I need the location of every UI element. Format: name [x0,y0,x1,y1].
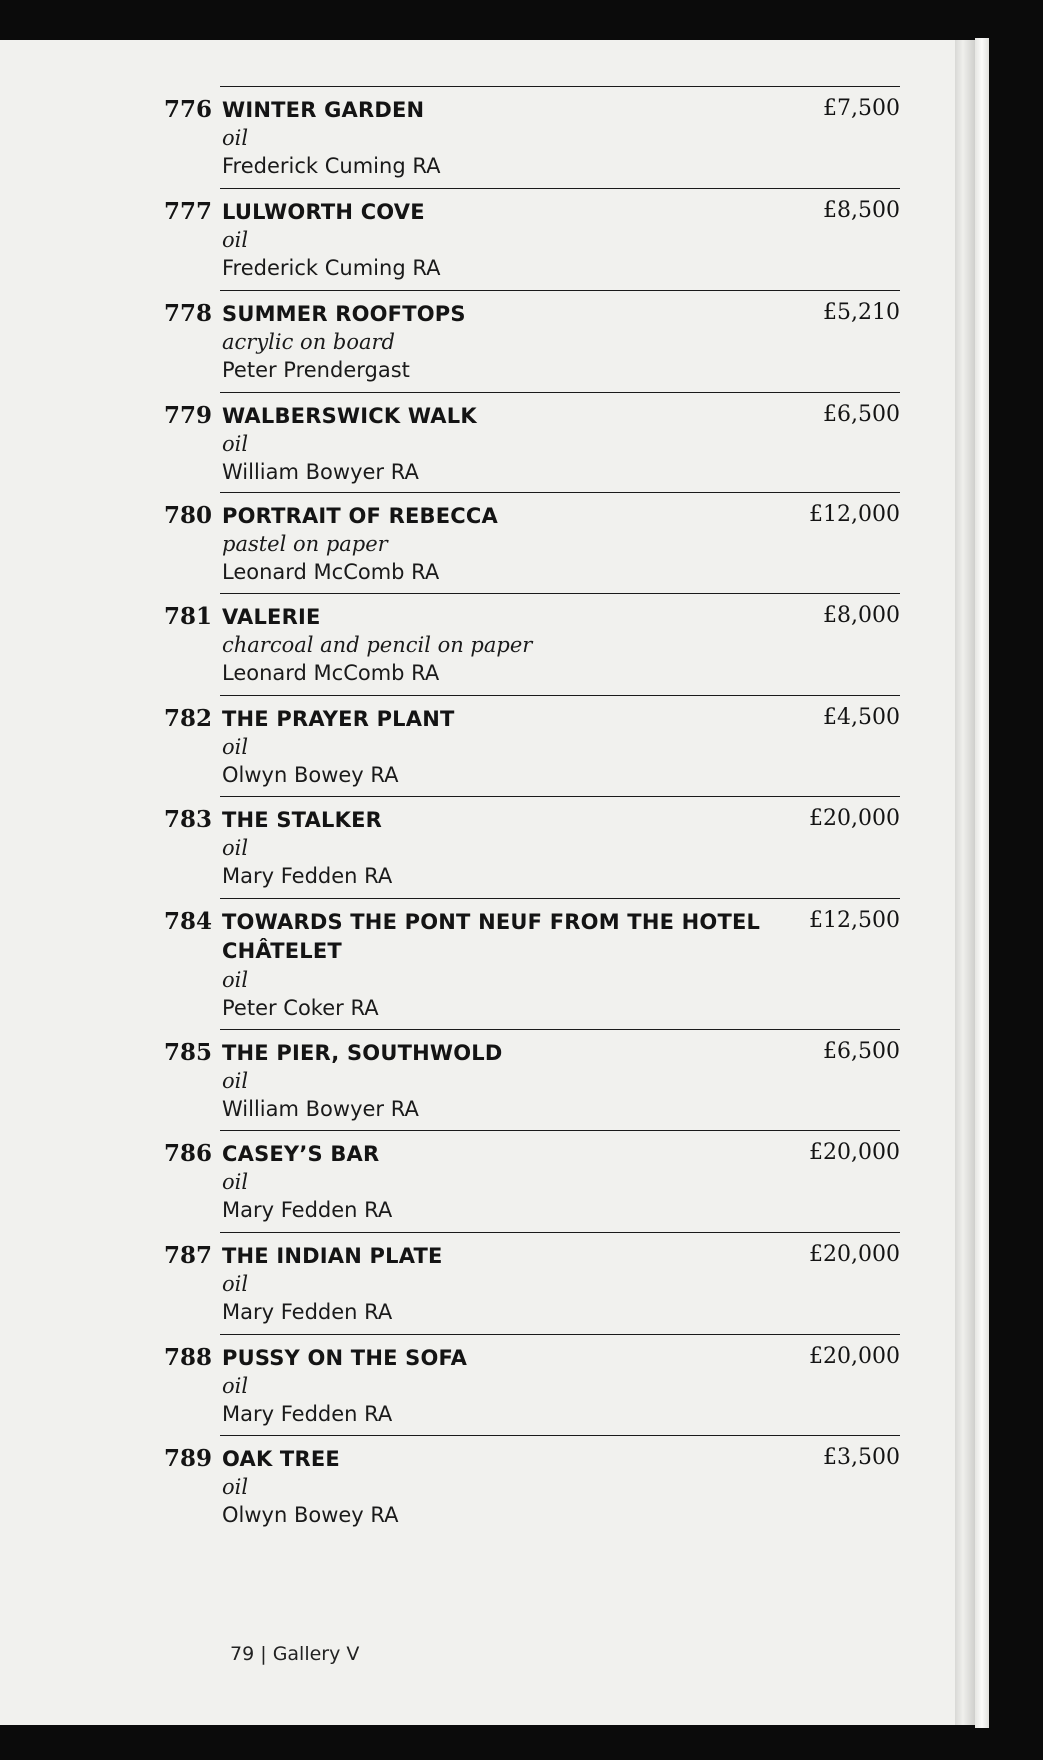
entry-medium: oil [222,968,249,992]
entry-price: £6,500 [823,402,900,427]
entry-artist: Olwyn Bowey RA [222,1503,399,1527]
entry-price: £8,500 [823,198,900,223]
entry-artist: Mary Fedden RA [222,1300,393,1324]
entry-number: 786 [164,1140,213,1167]
entry-rule [220,1029,900,1030]
entry-artist: Mary Fedden RA [222,1402,393,1426]
entry-price: £12,500 [809,908,900,933]
catalogue-entry [160,1334,900,1436]
page-footer [230,1643,359,1665]
entry-number: 779 [164,402,213,429]
entry-price: £20,000 [809,1140,900,1165]
entry-artist: William Bowyer RA [222,1097,419,1121]
entry-number: 783 [164,806,213,833]
catalogue-entry [160,593,900,695]
entry-artist: Frederick Cuming RA [222,256,441,280]
catalogue-entry [160,1435,900,1537]
entry-title: WALBERSWICK WALK [222,404,477,428]
entry-medium: oil [222,1374,249,1398]
entry-medium: oil [222,836,249,860]
entry-medium: oil [222,1170,249,1194]
catalogue-entry [160,492,900,594]
entry-rule [220,392,900,393]
gallery-name: Gallery V [272,1643,360,1665]
catalogue-entry [160,898,900,1028]
entry-medium: acrylic on board [222,330,395,354]
entry-number: 778 [164,300,213,327]
entry-title: THE STALKER [222,808,382,832]
entry-rule [220,1130,900,1131]
entry-price: £5,210 [823,300,900,325]
entry-rule [220,593,900,594]
entry-medium: oil [222,1475,249,1499]
entry-title: PORTRAIT OF REBECCA [222,504,498,528]
entry-title: TOWARDS THE PONT NEUF FROM THE HOTEL CHÂTELET [222,910,761,963]
entry-rule [220,695,900,696]
catalogue-entry [160,695,900,797]
entry-number: 789 [164,1445,213,1472]
entry-number: 784 [164,908,213,935]
entry-price: £4,500 [823,705,900,730]
entry-artist: William Bowyer RA [222,460,419,484]
entry-number: 776 [164,96,213,123]
page-edge-outer [975,38,989,1728]
entry-medium: oil [222,432,249,456]
entry-artist: Leonard McComb RA [222,560,440,584]
catalogue-entry [160,188,900,290]
entry-title: OAK TREE [222,1447,340,1471]
entry-number: 782 [164,705,213,732]
catalogue-entry [160,1130,900,1232]
entry-title: WINTER GARDEN [222,98,425,122]
entry-price: £20,000 [809,1242,900,1267]
entry-medium: oil [222,126,249,150]
entry-artist: Peter Prendergast [222,358,410,382]
entry-number: 787 [164,1242,213,1269]
catalogue-entry [160,290,900,392]
entry-number: 780 [164,502,213,529]
entry-rule [220,1232,900,1233]
entry-medium: charcoal and pencil on paper [222,633,533,657]
entry-artist: Leonard McComb RA [222,661,440,685]
entry-number: 777 [164,198,213,225]
entry-rule [220,188,900,189]
entry-title: VALERIE [222,605,321,629]
page-edge [955,40,975,1725]
entry-title: THE INDIAN PLATE [222,1244,443,1268]
entry-title: LULWORTH COVE [222,200,425,224]
entry-number: 781 [164,603,213,630]
entry-medium: pastel on paper [222,532,388,556]
entry-price: £20,000 [809,1344,900,1369]
entry-title: THE PRAYER PLANT [222,707,455,731]
entry-medium: oil [222,735,249,759]
catalogue-entry [160,86,900,188]
entry-price: £3,500 [823,1445,900,1470]
entry-rule [220,290,900,291]
entry-rule [220,796,900,797]
entry-title: THE PIER, SOUTHWOLD [222,1041,503,1065]
entry-artist: Frederick Cuming RA [222,154,441,178]
entry-rule [220,492,900,493]
entry-rule [220,1334,900,1335]
entry-title: CASEY’S BAR [222,1142,380,1166]
entry-rule [220,1435,900,1436]
page-number: 79 [230,1643,255,1665]
catalogue-entry [160,796,900,898]
entry-rule [220,86,900,87]
entry-number: 788 [164,1344,213,1371]
entry-rule [220,898,900,899]
catalogue-entry [160,1232,900,1334]
entry-number: 785 [164,1039,213,1066]
entry-medium: oil [222,228,249,252]
entry-price: £6,500 [823,1039,900,1064]
entry-price: £8,000 [823,603,900,628]
entry-medium: oil [222,1069,249,1093]
catalogue-entry [160,1029,900,1131]
entry-medium: oil [222,1272,249,1296]
entry-price: £7,500 [823,96,900,121]
entry-artist: Mary Fedden RA [222,864,393,888]
catalogue-entry [160,392,900,494]
entry-title: SUMMER ROOFTOPS [222,302,466,326]
entry-title: PUSSY ON THE SOFA [222,1346,468,1370]
entry-artist: Peter Coker RA [222,996,379,1020]
entry-artist: Olwyn Bowey RA [222,763,399,787]
entry-price: £12,000 [809,502,900,527]
footer-separator: | [260,1643,267,1665]
entry-price: £20,000 [809,806,900,831]
entry-artist: Mary Fedden RA [222,1198,393,1222]
